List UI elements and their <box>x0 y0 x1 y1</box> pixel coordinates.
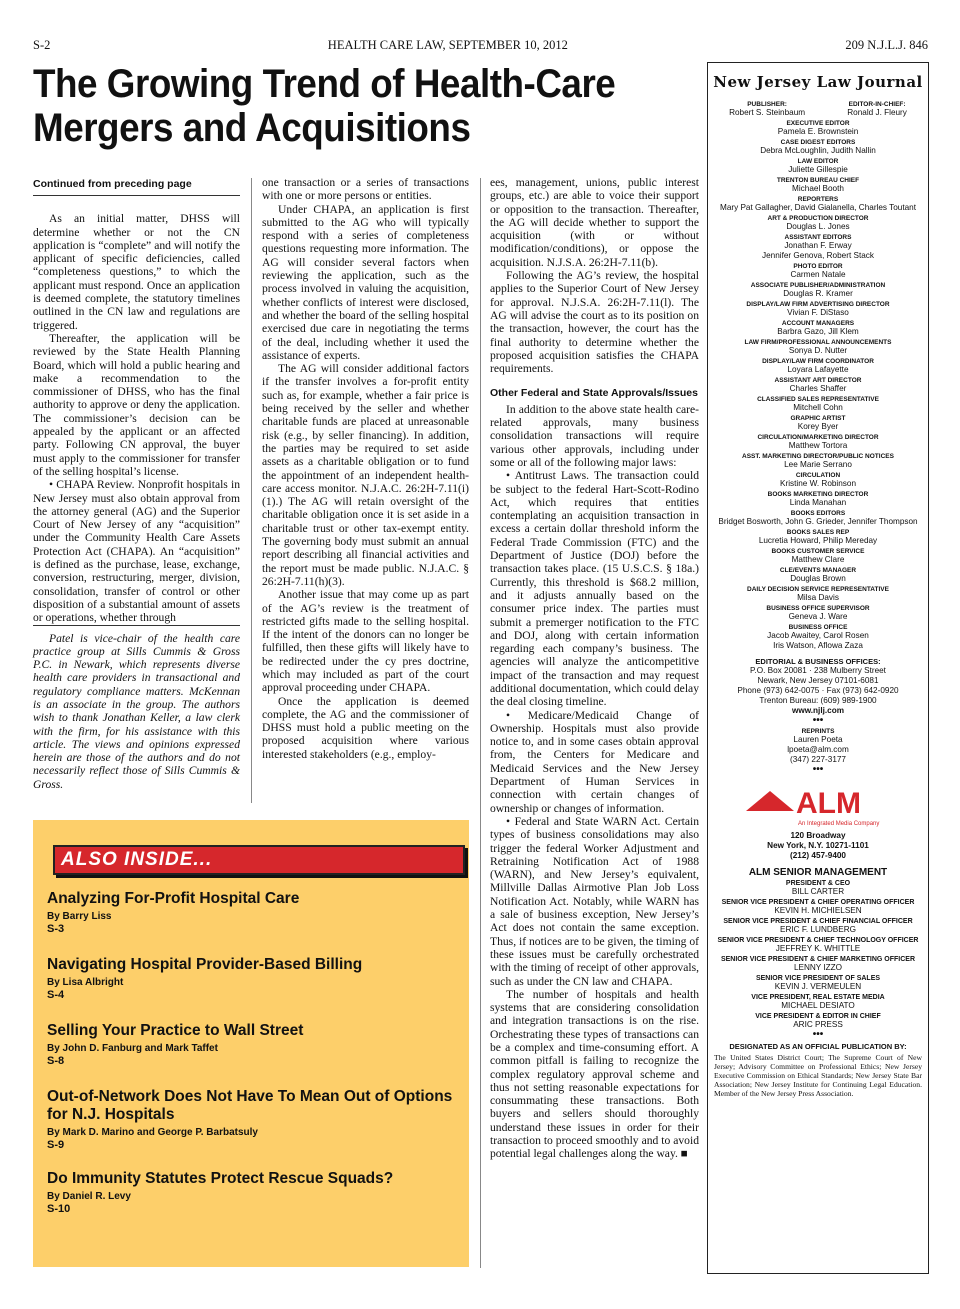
staff-role: BOOKS EDITORS <box>790 510 846 517</box>
staff-name: Jacob Awaitey, Carol Rosen <box>767 631 869 640</box>
also-inside-box <box>33 820 469 1267</box>
alm-staff-list <box>708 880 928 1030</box>
staff-role: BUSINESS OFFICE SUPERVISOR <box>766 605 870 612</box>
office-line: Newark, New Jersey 07101-6081 <box>757 676 879 685</box>
paragraph: As an initial matter, DHSS will determine whether or not the CN application is “complete” and will notify the applicant of specific deficiencies, called “completeness questions,” to which the applicant must respond. Once an application is deemed complete, the statutory timelines outlined in the CN law and regulations are triggered. <box>33 212 240 332</box>
paragraph: • Medicare/Medicaid Change of Ownership. Hospitals must also provide notice to, and in some cases obtain approval from, the Centers for Medicare and Medicaid Services and the New Jersey Department of Human Services in connection with certain changes of ownership or changes of information. <box>490 708 699 815</box>
staff-role: TRENTON BUREAU CHIEF <box>776 177 860 184</box>
article-title: The Growing Trend of Health-Care Mergers and Acquisitions <box>33 62 616 150</box>
staff-name: Bridget Bosworth, John G. Grieder, Jennifer Thompson <box>718 517 918 526</box>
reprints-title: REPRINTS <box>801 728 835 735</box>
staff-role: ART & PRODUCTION DIRECTOR <box>767 215 869 222</box>
staff-name: Douglas Brown <box>790 574 846 583</box>
staff-role: VICE PRESIDENT, REAL ESTATE MEDIA <box>751 994 885 1001</box>
alm-mark-icon <box>746 791 794 811</box>
staff-role: REPORTERS <box>797 196 839 203</box>
column-divider <box>251 178 252 803</box>
paragraph: ees, management, unions, public interest groups, etc.) are able to voice their support or opposition to the transaction. Thereafter, the AG will decide whether to support the acquisition (with or without modification/conditions), or oppose the acquisition. N.J.S.A. 26:2H-7.11(b). <box>490 176 699 269</box>
paragraph: • Antitrust Laws. The transaction could be subject to the federal Hart-Scott-Rodino Act, which requires that entities contemplating an acquisition transaction in excess a certain dollar threshold inform the Federal Trade Commission (FTC) and the Department of Justice (DOJ) before the transaction takes place. (15 U.S.C.S. § 18a.) Currently, this threshold is $68.2 million, and it adjusts annually based on the consumer price index. The parties must submit a premerger notification to the FTC and DOJ, along with certain information regarding each company’s business. The agencies will analyze the anticompetitive impact of the transaction and may request additional documentation, which could delay the deal closing timeline. <box>490 469 699 709</box>
office-line: Phone (973) 642-0075 · Fax (973) 642-0920 <box>737 686 899 695</box>
staff-name: Iris Watson, Aflowa Zaza <box>773 641 863 650</box>
staff-name: Michael Booth <box>792 184 844 193</box>
separator-dots: ••• <box>812 1029 824 1040</box>
paragraph: Once the application is deemed complete, the AG and the commissioner of DHSS must hold a public meeting on the proposed acquisition where various interested stakeholders (e.g., employ- <box>262 694 469 761</box>
page-number: S-2 <box>33 38 51 52</box>
continued-note: Continued from preceding page <box>33 178 240 196</box>
staff-name: Korey Byer <box>797 422 839 431</box>
staff-role: DISPLAY/LAW FIRM ADVERTISING DIRECTOR <box>746 301 890 308</box>
website-link[interactable]: www.njlj.com <box>791 706 844 715</box>
staff-role: PHOTO EDITOR <box>793 263 843 270</box>
reprints-email[interactable]: lpoeta@alm.com <box>787 745 849 754</box>
article-column-2 <box>262 176 469 761</box>
staff-name: KEVIN J. VERMEULEN <box>774 982 862 991</box>
staff-role: SENIOR VICE PRESIDENT & CHIEF MARKETING OFFICER <box>720 956 916 963</box>
staff-role: DAILY DECISION SERVICE REPRESENTATIVE <box>747 586 889 593</box>
staff-name: JEFFREY K. WHITTLE <box>775 944 861 953</box>
paragraph: Thereafter, the application will be reviewed by the State Health Planning Board, which will hold a public hearing and make a recommendation to the commissioner of DHSS, who has the final authority to approve or deny the application. The commissioner’s decision can be appealed by the applicant or an affected party. Following CN approval, the buyer must apply to the commissioner for transfer of the selling hospital’s license. <box>33 331 240 478</box>
separator-dots: ••• <box>812 715 824 726</box>
staff-name: Kristine W. Robinson <box>780 479 856 488</box>
article-column-3 <box>490 176 699 1161</box>
alm-address: (212) 457-9400 <box>790 851 846 860</box>
citation: 209 N.J.L.J. 846 <box>845 38 928 52</box>
staff-role: SENIOR VICE PRESIDENT & CHIEF TECHNOLOGY OFFICER <box>717 937 919 944</box>
publisher-row: PUBLISHER: Robert S. Steinbaum EDITOR-IN-CHIEF: Ronald J. Fleury <box>729 101 907 117</box>
staff-role: ACCOUNT MANAGERS <box>781 320 855 327</box>
also-inside-item[interactable]: Analyzing For-Profit Hospital Care By Barry Liss S-3 <box>47 890 300 935</box>
staff-role: ASSISTANT ART DIRECTOR <box>774 377 862 384</box>
staff-role: ASSISTANT EDITORS <box>784 234 852 241</box>
staff-name: Matthew Clare <box>791 555 845 564</box>
staff-name: Jennifer Genova, Robert Stack <box>762 251 874 260</box>
section-heading: Other Federal and State Approvals/Issues <box>490 387 698 400</box>
staff-role: CASE DIGEST EDITORS <box>780 139 856 146</box>
staff-name: Matthew Tortora <box>788 441 848 450</box>
staff-role: LAW FIRM/PROFESSIONAL ANNOUNCEMENTS <box>744 339 892 346</box>
staff-role: CLASSIFIED SALES REPRESENTATIVE <box>757 396 879 403</box>
paragraph: The AG will consider additional factors if the transfer involves a for-profit entity such as, for example, whether a fair price is being received by the seller and whether charitable funds are placed at unreasonable risk (e.g., by seller financing). In addition, the parties may be required to set aside assets as a charitable obligation or to fund the appointment of an independent health-care access monitor. N.J.A.C. 26:2H-7.11(i)(1).) The AG will retain oversight of the charitable obligation once it is set aside in a charitable trust or other tax-exempt entity. The governing body must submit an annual report describing all financial activities and the report must be made public. N.J.A.C. § 26:2H-7.11(h)(3). <box>262 362 469 588</box>
staff-list <box>708 120 928 651</box>
staff-name: Geneva J. Ware <box>788 612 848 621</box>
staff-role: GRAPHIC ARTIST <box>790 415 846 422</box>
designated-text: The United States District Court; The Supreme Court of New Jersey; Advisory Committee on Professional Ethics; New Jersey Executive Commission on Ethical Standards; New Jersey State Bar Association; New Jersey Institute for Continuing Legal Education. Member of the New Jersey Press Association. <box>714 1053 922 1098</box>
staff-name: Barbra Gazo, Jill Klem <box>777 327 859 336</box>
staff-role: SENIOR VICE PRESIDENT OF SALES <box>755 975 881 982</box>
staff-name: Mitchell Cohn <box>793 403 843 412</box>
staff-role: BOOKS SALES REP <box>786 529 850 536</box>
staff-role: BOOKS MARKETING DIRECTOR <box>767 491 869 498</box>
staff-name: BILL CARTER <box>791 887 845 896</box>
staff-role: LAW EDITOR <box>797 158 839 165</box>
staff-name: Lucretia Howard, Philip Mereday <box>758 536 878 545</box>
separator-dots: ••• <box>812 764 824 775</box>
author-bio: Patel is vice-chair of the health care practice group at Sills Cummis & Gross P.C. in Newark, which represents diverse health care providers in transactional and regulatory compliance matters. McKennan is an associate in the group. The authors wish to thank Jonathan Keller, a law clerk with the firm, for his assistance with this article. The views and opinions expressed herein are those of the authors and do not necessarily reflect those of Sills Cummis & Gross. <box>33 625 240 792</box>
staff-name: MICHAEL DESIATO <box>781 1001 855 1010</box>
staff-name: ARIC PRESS <box>793 1020 843 1029</box>
staff-role: BOOKS CUSTOMER SERVICE <box>771 548 865 555</box>
office-line: P.O. Box 20081 · 238 Mulberry Street <box>750 666 886 675</box>
page-header <box>33 38 928 54</box>
staff-role: SENIOR VICE PRESIDENT & CHIEF FINANCIAL OFFICER <box>723 918 913 925</box>
column-divider <box>480 178 481 1268</box>
staff-name: LENNY IZZO <box>793 963 843 972</box>
staff-name: Jonathan F. Erway <box>784 241 852 250</box>
staff-name: Lee Marie Serrano <box>784 460 852 469</box>
staff-role: SENIOR VICE PRESIDENT & CHIEF OPERATING OFFICER <box>721 899 915 906</box>
publication-line: HEALTH CARE LAW, SEPTEMBER 10, 2012 <box>327 38 568 52</box>
staff-name: Douglas L. Jones <box>786 222 850 231</box>
article-column-1 <box>33 178 240 791</box>
also-inside-item[interactable]: Navigating Hospital Provider-Based Billing By Lisa Albright S-4 <box>47 956 363 1001</box>
staff-name: Loyara Lafayette <box>787 365 849 374</box>
staff-role: EXECUTIVE EDITOR <box>786 120 850 127</box>
staff-role: CIRCULATION/MARKETING DIRECTOR <box>757 434 879 441</box>
offices-title: EDITORIAL & BUSINESS OFFICES: <box>755 657 881 666</box>
staff-name: Carmen Natale <box>790 270 846 279</box>
staff-role: CIRCULATION <box>795 472 841 479</box>
also-inside-item[interactable]: Out-of-Network Does Not Have To Mean Out of Options for N.J. Hospitals By Mark D. Marino and George P. Barbatsuly S-9 <box>47 1088 453 1151</box>
alm-logo: ALM An Integrated Media Company <box>738 785 898 831</box>
staff-name: ERIC F. LUNDBERG <box>780 925 856 934</box>
staff-role: ASSOCIATE PUBLISHER/ADMINISTRATION <box>750 282 886 289</box>
reprints-line: (347) 227-3177 <box>790 755 846 764</box>
staff-role: BUSINESS OFFICE <box>788 624 848 631</box>
staff-role: CLE/EVENTS MANAGER <box>779 567 857 574</box>
also-inside-item[interactable]: Do Immunity Statutes Protect Rescue Squads? By Daniel R. Levy S-10 <box>47 1170 394 1215</box>
staff-name: KEVIN H. MICHIELSEN <box>774 906 862 915</box>
paragraph: one transaction or a series of transactions with one or more persons or entities. <box>262 176 469 203</box>
staff-name: Sonya D. Nutter <box>788 346 848 355</box>
office-line: Trenton Bureau: (609) 989-1900 <box>759 696 877 705</box>
staff-name: Juliette Gillespie <box>788 165 848 174</box>
staff-role: ASST. MARKETING DIRECTOR/PUBLIC NOTICES <box>742 453 894 460</box>
staff-name: Charles Shaffer <box>789 384 847 393</box>
alm-address: 120 Broadway <box>790 831 846 840</box>
also-inside-item[interactable]: Selling Your Practice to Wall Street By John D. Fanburg and Mark Taffet S-8 <box>47 1022 304 1067</box>
paragraph: Following the AG’s review, the hospital applies to the Superior Court of New Jersey for approval. N.J.S.A. 26:2H-7.11(l). The AG will advise the court as to its position on the transaction, however, the court has the final authority to determine whether the proposed acquisition satisfies the CHAPA requirements. <box>490 269 699 376</box>
masthead <box>707 62 929 1274</box>
staff-role: VICE PRESIDENT & EDITOR IN CHIEF <box>755 1013 881 1020</box>
staff-name: Mary Pat Gallagher, David Gialanella, Charles Toutant <box>720 203 916 212</box>
njlj-logo: New Jersey Law Journal <box>713 73 923 91</box>
staff-name: Linda Manahan <box>789 498 847 507</box>
alm-management-title: ALM SENIOR MANAGEMENT <box>748 867 888 878</box>
paragraph: • CHAPA Review. Nonprofit hospitals in New Jersey must also obtain approval from the attorney general (AG) and the Superior Court of New Jersey of any “acquisition” under the Community Health Care Assets Protection Act (CHAPA). An “acquisition” is defined as the purchase, lease, exchange, conversion, restructuring, merger, division, consolidation, transfer of control or other disposition of a substantial amount of assets or operations, whether through <box>33 478 240 625</box>
staff-role: PRESIDENT & CEO <box>785 880 851 887</box>
paragraph: Another issue that may come up as part of the AG’s review is the treatment of restricted gifts made to the selling hospital. If the intent of the donors can no longer be fulfilled, then these gifts will likely have to be redirected under the cy pres doctrine, which may included as part of the court approval proceeding under CHAPA. <box>262 588 469 695</box>
staff-name: Pamela E. Brownstein <box>777 127 859 136</box>
designated-title: DESIGNATED AS AN OFFICIAL PUBLICATION BY: <box>729 1042 907 1051</box>
paragraph: • Federal and State WARN Act. Certain types of business consolidations may also trigger the federal Worker Adjustment and Retraining Notification Act of 1988 (WARN), and New Jersey’s equivalent, Millville Dallas Airmotive Plan Job Loss Notification Act. Notably, while WARN has a sale of business exception, New Jersey’s Act does not contain the same exception. Thus, if notices are to be given, the timing of these issues must be carefully orchestrated with the timing of receipt of other approvals, such as under the CN law and CHAPA. <box>490 814 699 988</box>
staff-name: Vivian F. DiStaso <box>787 308 849 317</box>
reprints-line: Lauren Poeta <box>793 735 843 744</box>
paragraph: The number of hospitals and health systems that are considering consolidation and integration transactions is on the rise. Orchestrating these types of transactions can be a complex and time-consuming effort. A common pitfall is failing to recognize the complex regulatory approval scheme and thus not setting reasonable expectations for consummating these transactions. Both buyers and sellers should thoroughly understand these issues in order for their transaction to proceed smoothly and to avoid potential legal challenges along the way. ■ <box>490 987 699 1161</box>
paragraph: In addition to the above state health care-related approvals, many business consolidation transactions will require various other approvals, including under some or all of the following major laws: <box>490 402 699 469</box>
staff-name: Debra McLoughlin, Judith Nallin <box>760 146 876 155</box>
paragraph: Under CHAPA, an application is first submitted to the AG who will typically respond with a series of completeness questions requesting more information. The AG will consider several factors when reviewing the application, such as the process involved in valuing the acquisition, whether conflicts of interest were disclosed, and whether the board of the selling hospital exercised due care in negotiating the terms of the deal, including whether it used the assistance of experts. <box>262 202 469 362</box>
staff-name: Douglas R. Kramer <box>783 289 853 298</box>
staff-role: DISPLAY/LAW FIRM COORDINATOR <box>762 358 874 365</box>
alm-address: New York, N.Y. 10271-1101 <box>767 841 869 850</box>
staff-name: Milsa Davis <box>797 593 839 602</box>
also-inside-banner: ALSO INSIDE... <box>53 845 465 875</box>
